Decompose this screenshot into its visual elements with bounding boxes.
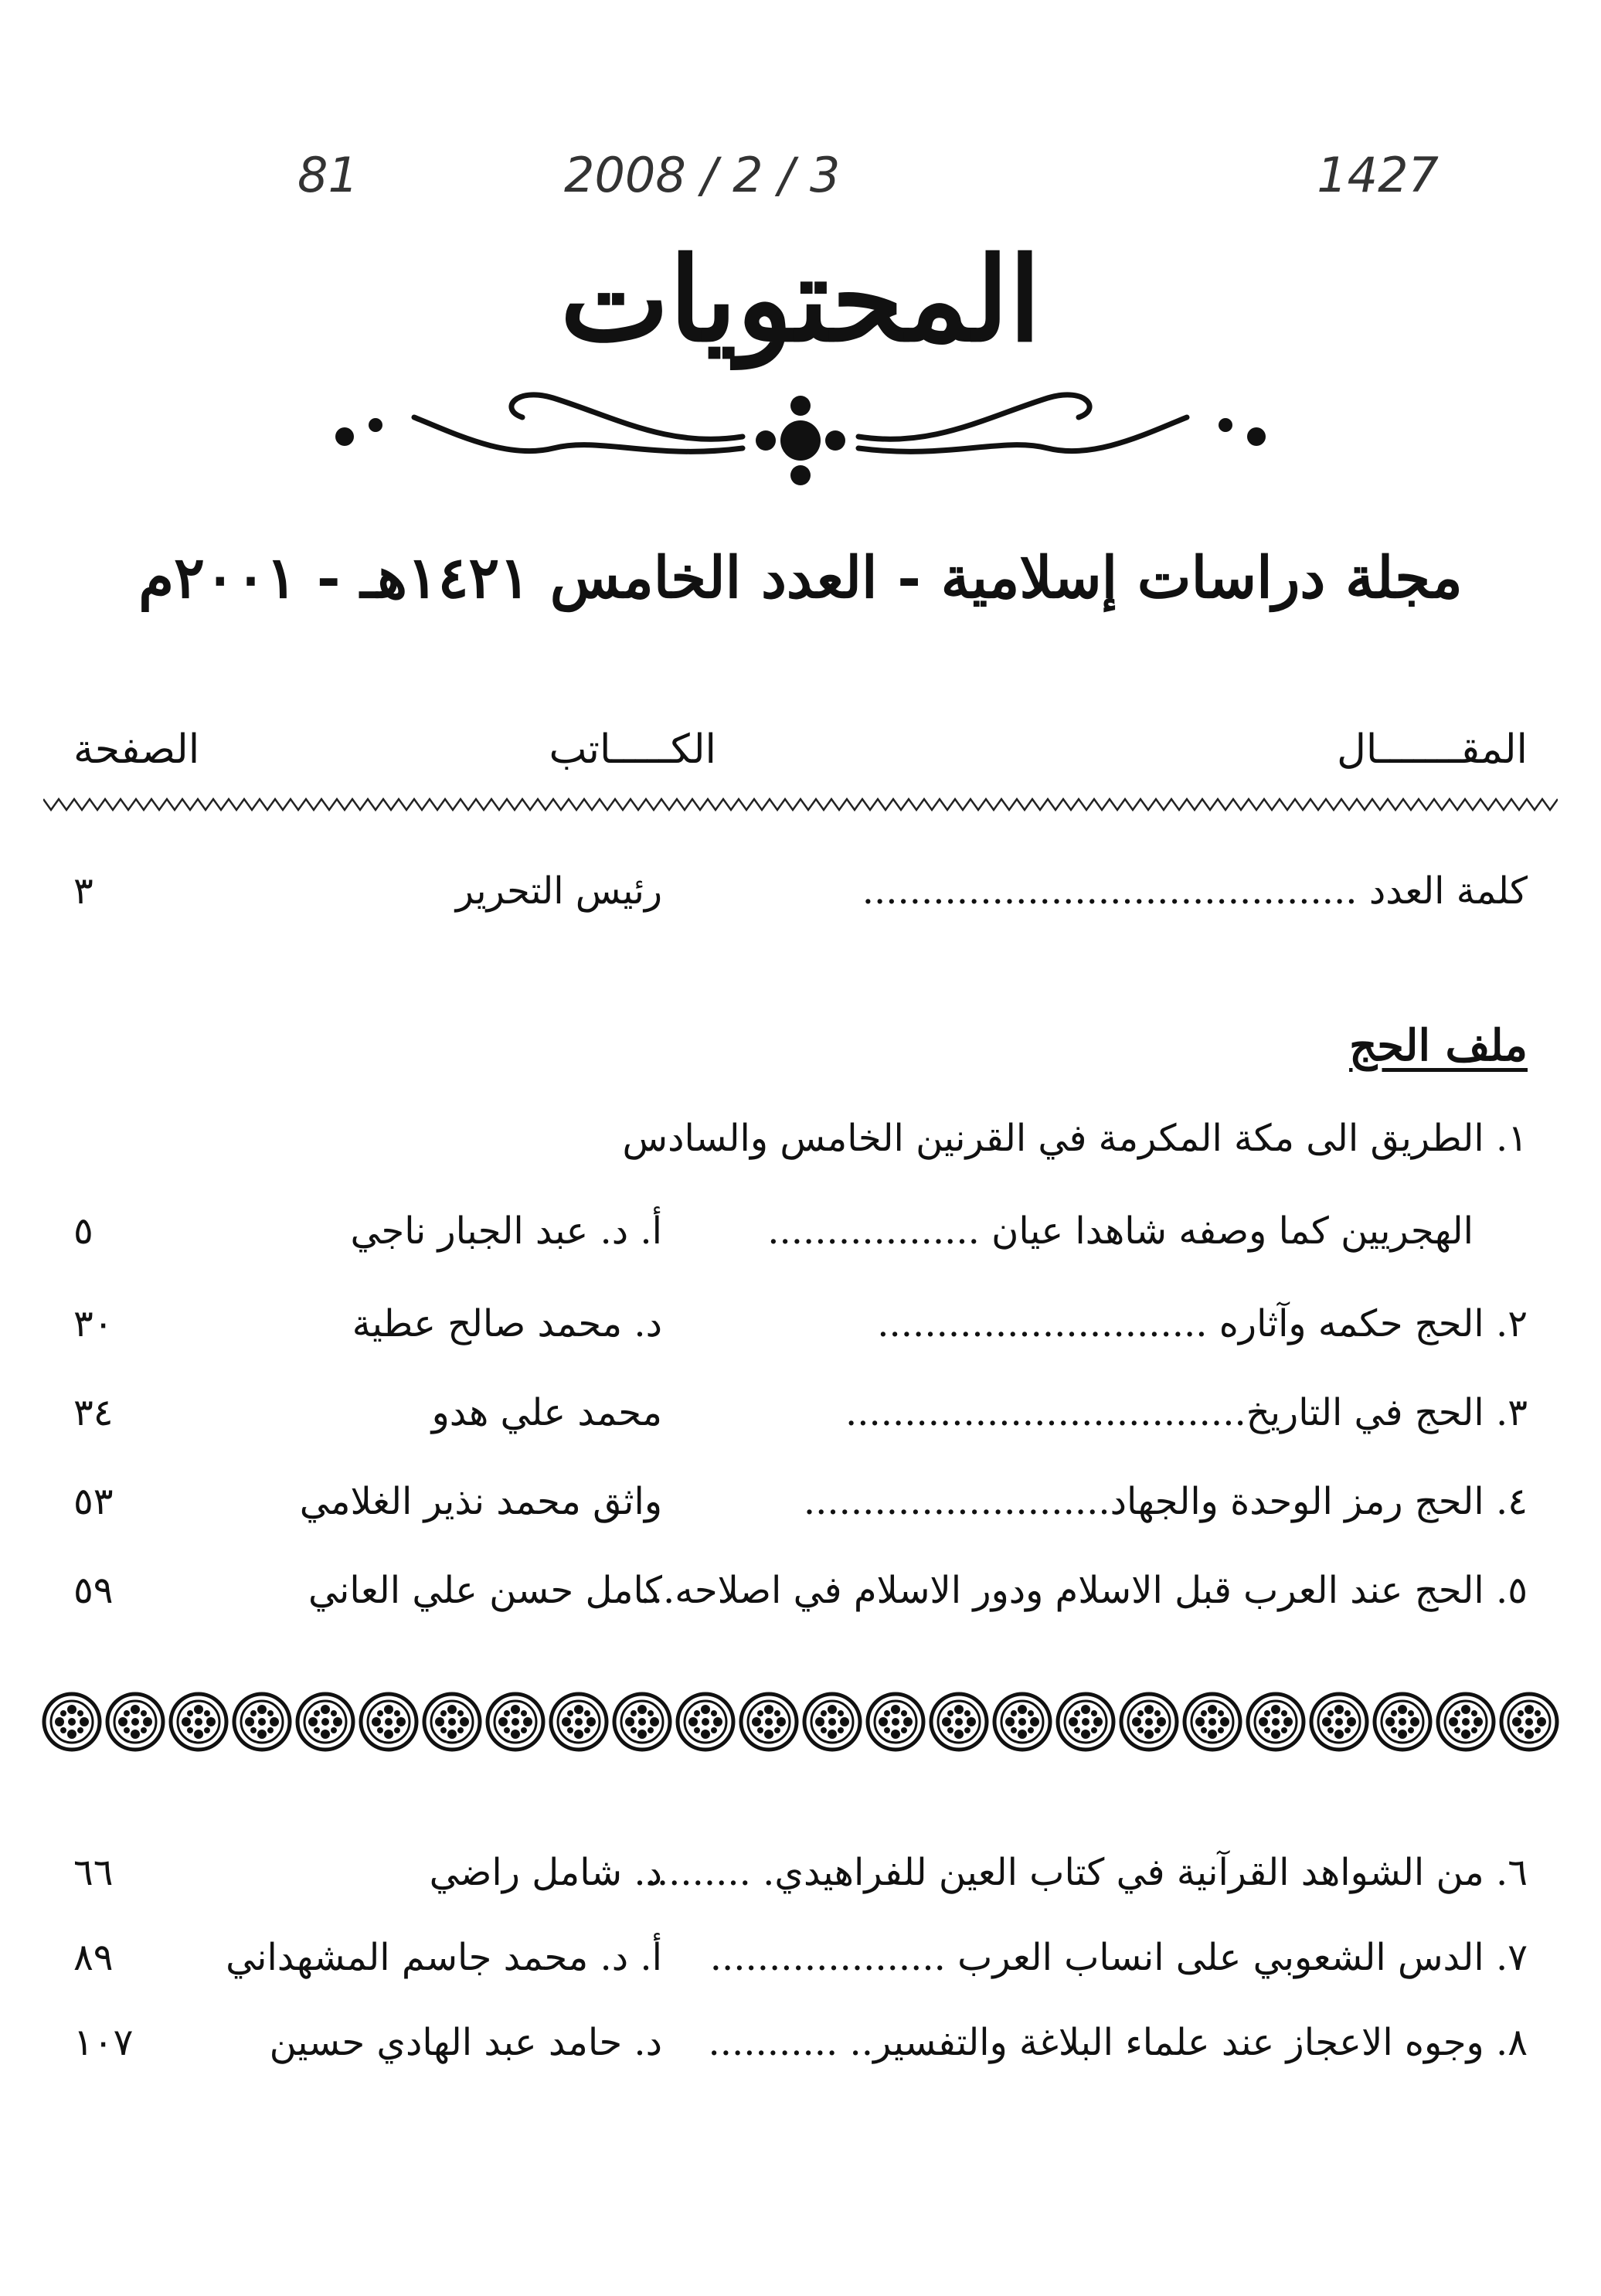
handwritten-code: 81 xyxy=(297,147,359,203)
section-heading: ملف الحج xyxy=(1349,1020,1528,1071)
zigzag-divider xyxy=(43,796,1558,813)
toc-entry-title: ٣. الحج في التاريخ.................................. xyxy=(845,1391,1528,1434)
toc-entry-page: ٣٤ xyxy=(73,1391,114,1434)
toc-column-headers xyxy=(73,726,1528,788)
toc-entry-page: ٨٩ xyxy=(73,1936,114,1979)
toc-entry-page: ٥ xyxy=(73,1209,93,1253)
title-ornament-icon xyxy=(321,363,1280,495)
toc-entry-title: ٦. من الشواهد القرآنية في كتاب العين للفراهيدي. ......... xyxy=(644,1851,1528,1894)
column-header-page: الصفحة xyxy=(73,726,200,773)
toc-entry xyxy=(73,1936,1528,1990)
toc-entry-continuation xyxy=(73,1209,1528,1264)
journal-subtitle: مجلة دراسات إسلامية - العدد الخامس ١٤٢١هـ - ٢٠٠١م xyxy=(138,545,1463,611)
toc-entry xyxy=(73,2021,1528,2075)
toc-entry-page: ١٠٧ xyxy=(73,2021,134,2064)
toc-entry-page: ٥٣ xyxy=(73,1480,114,1523)
toc-entry-author: أ. د. عبد الجبار ناجي xyxy=(350,1209,662,1253)
toc-entry-title: ٨. وجوه الاعجاز عند علماء البلاغة والتفسير.. ........... xyxy=(708,2021,1528,2064)
toc-entry-page: ٦٦ xyxy=(73,1851,114,1894)
column-header-author: الكـــــاتب xyxy=(549,726,716,773)
handwritten-date: 2008 / 2 / 3 xyxy=(564,147,841,203)
toc-entry-author: كامل حسن علي العاني xyxy=(308,1569,662,1612)
toc-entry xyxy=(73,1480,1528,1534)
toc-entry xyxy=(73,1851,1528,1905)
toc-entry-page: ٣٠ xyxy=(73,1302,114,1345)
toc-entry-author: واثق محمد نذير الغلامي xyxy=(299,1480,662,1523)
toc-entry-title: ٧. الدس الشعوبي على انساب العرب .................... xyxy=(709,1936,1528,1979)
toc-entry xyxy=(73,1302,1528,1356)
toc-entry-title: ١. الطريق الى مكة المكرمة في القرنين الخامس والسادس xyxy=(622,1117,1528,1160)
toc-entry-author: أ. د. محمد جاسم المشهداني xyxy=(226,1936,662,1979)
toc-entry-title: ٢. الحج حكمه وآثاره ............................ xyxy=(877,1302,1528,1345)
toc-entry-page: ٥٩ xyxy=(73,1569,114,1612)
toc-entry-author: محمد علي هدو xyxy=(431,1391,662,1434)
toc-entry-author: د. حامد عبد الهادي حسين xyxy=(269,2021,662,2064)
toc-entry-title-continued: الهجريين كما وصفه شاهدا عيان .................. xyxy=(767,1209,1474,1253)
toc-entry-page: ٣ xyxy=(73,869,93,913)
toc-entry-title: كلمة العدد .......................................... xyxy=(862,869,1528,913)
toc-entry xyxy=(73,1117,1528,1171)
handwritten-archive-number: 1427 xyxy=(1317,147,1439,203)
toc-entry xyxy=(73,869,1528,924)
column-header-article: المقـــــــال xyxy=(1337,726,1528,773)
toc-entry-title: ٤. الحج رمز الوحدة والجهاد.......................... xyxy=(803,1480,1528,1523)
page-title: المحتويات xyxy=(559,232,1042,368)
toc-entry xyxy=(73,1569,1528,1623)
rosette-divider xyxy=(40,1689,1561,1755)
toc-entry-title: ٥. الحج عند العرب قبل الاسلام ودور الاسلام في اصلاحه... xyxy=(639,1569,1528,1612)
toc-entry xyxy=(73,1391,1528,1445)
toc-entry-author: د. شامل راضي xyxy=(429,1851,662,1894)
toc-entry-author: رئيس التحرير xyxy=(455,869,662,913)
toc-entry-author: د. محمد صالح عطية xyxy=(352,1302,662,1345)
